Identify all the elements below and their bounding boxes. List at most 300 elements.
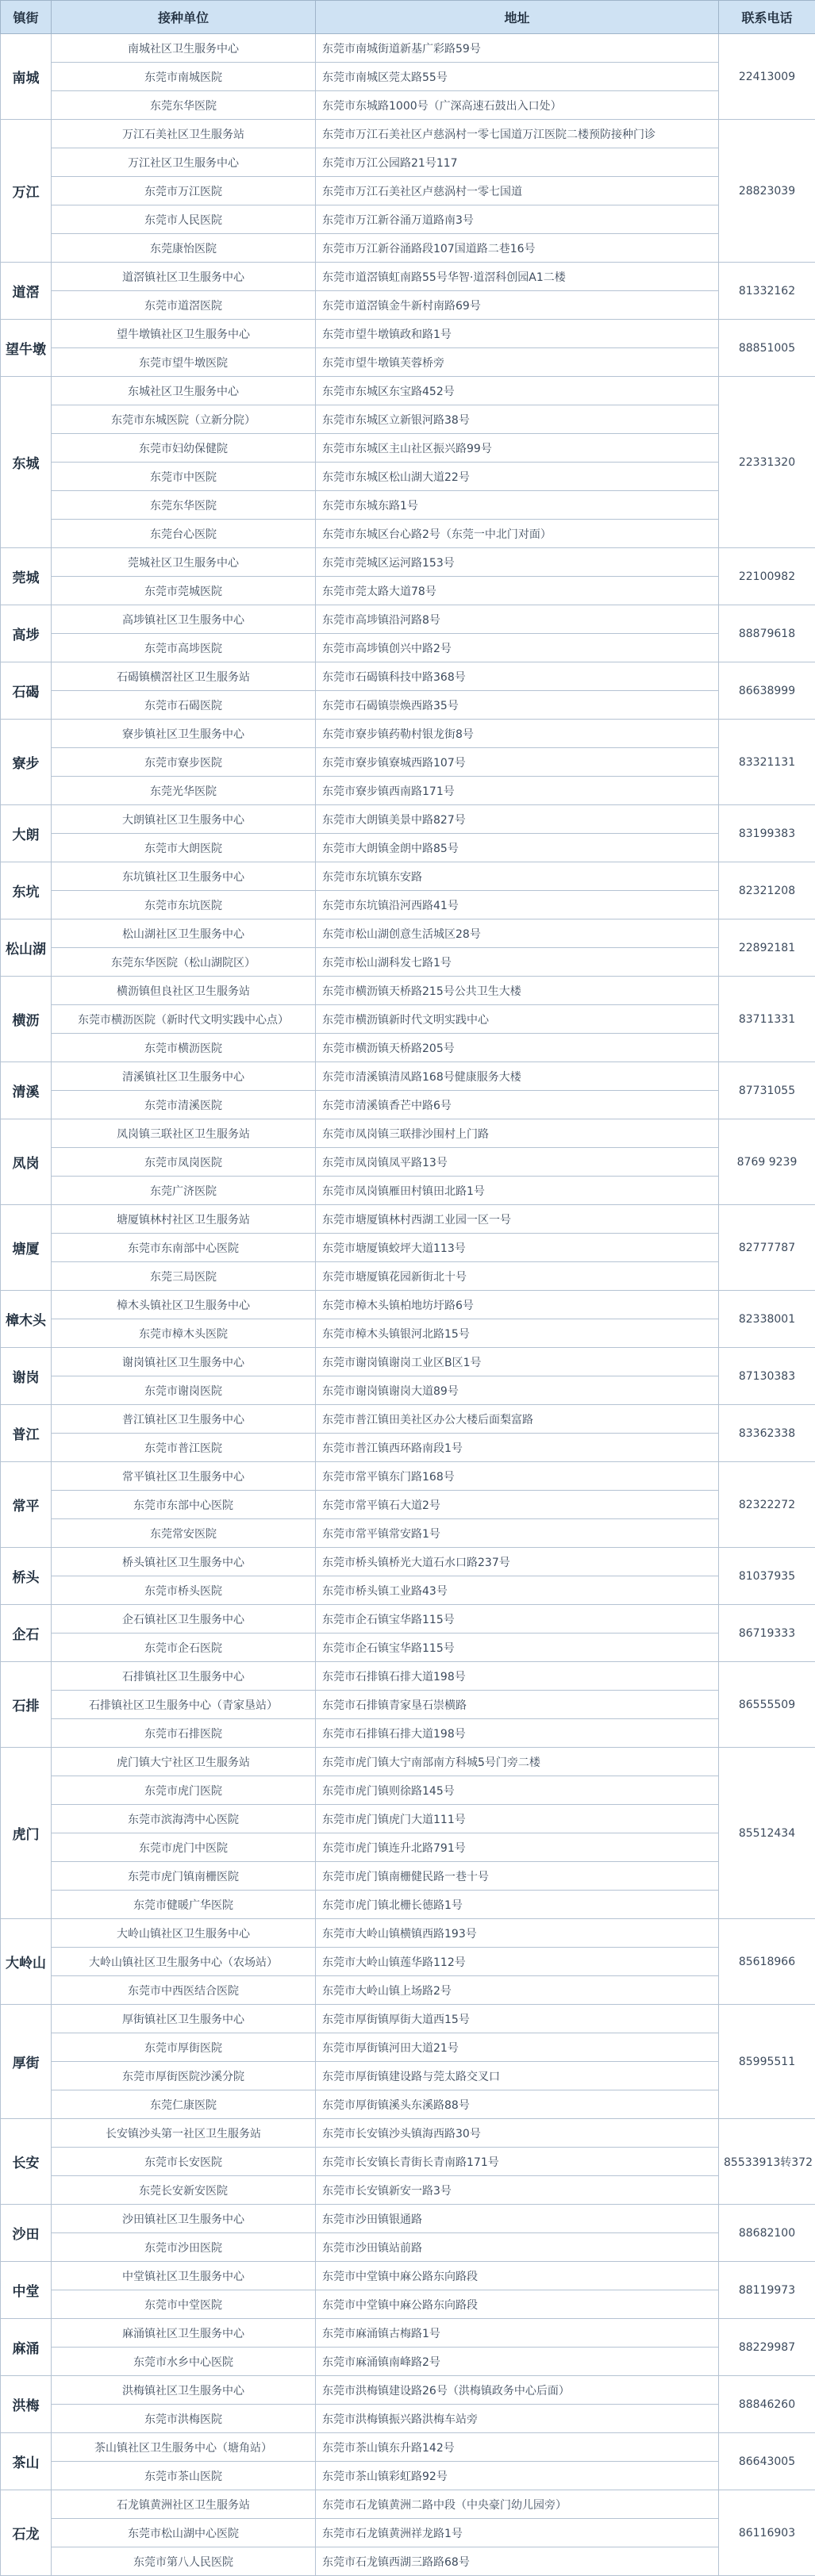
table-row	[1, 1719, 815, 1748]
table-row	[1, 348, 815, 377]
town-cell: 茶山	[1, 2433, 52, 2490]
address-cell: 东莞市东坑镇沿河西路41号	[316, 891, 719, 919]
table-row	[1, 1291, 815, 1319]
address-cell: 东莞市石排镇石排大道198号	[316, 1662, 719, 1691]
town-cell: 洪梅	[1, 2376, 52, 2433]
header-address: 地址	[316, 1, 719, 34]
address-cell: 东莞市高埗镇创兴中路2号	[316, 634, 719, 662]
table-row	[1, 463, 815, 491]
table-row	[1, 2119, 815, 2148]
table-row	[1, 1091, 815, 1119]
table-row	[1, 491, 815, 520]
town-cell: 沙田	[1, 2205, 52, 2262]
table-row	[1, 1205, 815, 1234]
address-cell: 东莞市大岭山镇莲华路112号	[316, 1948, 719, 1976]
table-header	[1, 1, 815, 34]
address-cell: 东莞市茶山镇东升路142号	[316, 2433, 719, 2462]
address-cell: 东莞市石排镇石排大道198号	[316, 1719, 719, 1748]
table-row	[1, 1519, 815, 1548]
address-cell: 东莞市企石镇宝华路115号	[316, 1605, 719, 1634]
phone-cell: 85512434	[719, 1748, 815, 1919]
table-row	[1, 2405, 815, 2433]
table-row	[1, 2062, 815, 2090]
phone-cell: 85995511	[719, 2005, 815, 2119]
table-row	[1, 1862, 815, 1891]
phone-cell: 85533913转372	[719, 2119, 815, 2205]
unit-cell: 东莞市东城医院（立新分院）	[52, 405, 316, 434]
unit-cell: 东莞市高埗医院	[52, 634, 316, 662]
address-cell: 东莞市企石镇宝华路115号	[316, 1634, 719, 1662]
address-cell: 东莞市石排镇青家垦石崇横路	[316, 1691, 719, 1719]
table-row	[1, 1662, 815, 1691]
table-row	[1, 2005, 815, 2033]
table-row	[1, 1776, 815, 1805]
address-cell: 东莞市长安镇长青街长青南路171号	[316, 2148, 719, 2176]
unit-cell: 桥头镇社区卫生服务中心	[52, 1548, 316, 1576]
address-cell: 东莞市横沥镇天桥路205号	[316, 1034, 719, 1062]
unit-cell: 东莞市清溪医院	[52, 1091, 316, 1119]
town-cell: 常平	[1, 1462, 52, 1548]
table-row	[1, 977, 815, 1005]
address-cell: 东莞市东城区立新银河路38号	[316, 405, 719, 434]
address-cell: 东莞市长安镇新安一路3号	[316, 2176, 719, 2205]
unit-cell: 东莞市万江医院	[52, 177, 316, 205]
table-row	[1, 577, 815, 605]
table-row	[1, 1548, 815, 1576]
phone-cell: 81037935	[719, 1548, 815, 1605]
unit-cell: 东莞市水乡中心医院	[52, 2348, 316, 2376]
unit-cell: 常平镇社区卫生服务中心	[52, 1462, 316, 1491]
town-cell: 松山湖	[1, 919, 52, 977]
unit-cell: 东莞市凤岗医院	[52, 1148, 316, 1177]
unit-cell: 石排镇社区卫生服务中心	[52, 1662, 316, 1691]
unit-cell: 东坑镇社区卫生服务中心	[52, 862, 316, 891]
phone-cell: 86719333	[719, 1605, 815, 1662]
address-cell: 东莞市高埗镇沿河路8号	[316, 605, 719, 634]
address-cell: 东莞市万江新谷涌万道路南3号	[316, 205, 719, 234]
unit-cell: 东莞市虎门镇南栅医院	[52, 1862, 316, 1891]
table-row	[1, 548, 815, 577]
address-cell: 东莞市常平镇常安路1号	[316, 1519, 719, 1548]
address-cell: 东莞市东城区主山社区振兴路99号	[316, 434, 719, 463]
phone-cell: 88119973	[719, 2262, 815, 2319]
address-cell: 东莞市道滘镇金牛新村南路69号	[316, 291, 719, 320]
phone-cell: 87731055	[719, 1062, 815, 1119]
unit-cell: 沙田镇社区卫生服务中心	[52, 2205, 316, 2233]
unit-cell: 麻涌镇社区卫生服务中心	[52, 2319, 316, 2348]
phone-cell: 22331320	[719, 377, 815, 548]
unit-cell: 企石镇社区卫生服务中心	[52, 1605, 316, 1634]
address-cell: 东莞市沙田镇站前路	[316, 2233, 719, 2262]
phone-cell: 88229987	[719, 2319, 815, 2376]
unit-cell: 石碣镇横滘社区卫生服务站	[52, 662, 316, 691]
address-cell: 东莞市万江公园路21号117	[316, 148, 719, 177]
phone-cell: 87130383	[719, 1348, 815, 1405]
table-row	[1, 2519, 815, 2547]
phone-cell: 82322272	[719, 1462, 815, 1548]
table-row	[1, 1234, 815, 1262]
unit-cell: 大岭山镇社区卫生服务中心（农场站）	[52, 1948, 316, 1976]
phone-cell: 88879618	[719, 605, 815, 662]
table-row	[1, 1062, 815, 1091]
town-cell: 横沥	[1, 977, 52, 1062]
unit-cell: 东莞市东坑医院	[52, 891, 316, 919]
town-cell: 石排	[1, 1662, 52, 1748]
address-cell: 东莞市清溪镇香芒中路6号	[316, 1091, 719, 1119]
table-row	[1, 63, 815, 91]
table-row	[1, 1005, 815, 1034]
unit-cell: 虎门镇大宁社区卫生服务站	[52, 1748, 316, 1776]
unit-cell: 大朗镇社区卫生服务中心	[52, 805, 316, 834]
table-row	[1, 2290, 815, 2319]
address-cell: 东莞市石龙镇黄洲二路中段（中央豪门幼儿园旁）	[316, 2490, 719, 2519]
address-cell: 东莞市东城区台心路2号（东莞一中北门对面）	[316, 520, 719, 548]
town-cell: 南城	[1, 34, 52, 120]
table-row	[1, 862, 815, 891]
unit-cell: 莞城社区卫生服务中心	[52, 548, 316, 577]
address-cell: 东莞市南城区莞太路55号	[316, 63, 719, 91]
address-cell: 东莞市普江镇西环路南段1号	[316, 1434, 719, 1462]
unit-cell: 普江镇社区卫生服务中心	[52, 1405, 316, 1434]
town-cell: 石碣	[1, 662, 52, 720]
address-cell: 东莞市望牛墩镇政和路1号	[316, 320, 719, 348]
table-row	[1, 120, 815, 148]
table-row	[1, 1462, 815, 1491]
phone-cell: 22413009	[719, 34, 815, 120]
table-row	[1, 34, 815, 63]
unit-cell: 东莞市茶山医院	[52, 2462, 316, 2490]
unit-cell: 东莞市石碣医院	[52, 691, 316, 720]
unit-cell: 东莞市沙田医院	[52, 2233, 316, 2262]
table-row	[1, 1691, 815, 1719]
address-cell: 东莞市南城街道新基广彩路59号	[316, 34, 719, 63]
unit-cell: 万江石美社区卫生服务站	[52, 120, 316, 148]
address-cell: 东莞市塘厦镇蛟坪大道113号	[316, 1234, 719, 1262]
address-cell: 东莞市万江石美社区卢慈涡村一零七国道	[316, 177, 719, 205]
unit-cell: 东莞市寮步医院	[52, 748, 316, 777]
unit-cell: 东莞市樟木头医院	[52, 1319, 316, 1348]
unit-cell: 东莞市人民医院	[52, 205, 316, 234]
address-cell: 东莞市虎门镇大宁南部南方科城5号门旁二楼	[316, 1748, 719, 1776]
address-cell: 东莞市横沥镇天桥路215号公共卫生大楼	[316, 977, 719, 1005]
unit-cell: 东莞市南城医院	[52, 63, 316, 91]
address-cell: 东莞市莞城区运河路153号	[316, 548, 719, 577]
address-cell: 东莞市茶山镇彩虹路92号	[316, 2462, 719, 2490]
table-row	[1, 2433, 815, 2462]
address-cell: 东莞市石龙镇黄洲祥龙路1号	[316, 2519, 719, 2547]
unit-cell: 东莞仁康医院	[52, 2090, 316, 2119]
table-row	[1, 2033, 815, 2062]
table-row	[1, 948, 815, 977]
table-row	[1, 2462, 815, 2490]
phone-cell: 83199383	[719, 805, 815, 862]
address-cell: 东莞市谢岗镇谢岗工业区B区1号	[316, 1348, 719, 1376]
town-cell: 莞城	[1, 548, 52, 605]
address-cell: 东莞市大朗镇金朗中路85号	[316, 834, 719, 862]
unit-cell: 东城社区卫生服务中心	[52, 377, 316, 405]
unit-cell: 东莞市厚街医院	[52, 2033, 316, 2062]
unit-cell: 东莞市东部中心医院	[52, 1491, 316, 1519]
town-cell: 东城	[1, 377, 52, 548]
address-cell: 东莞市东城区东宝路452号	[316, 377, 719, 405]
unit-cell: 凤岗镇三联社区卫生服务站	[52, 1119, 316, 1148]
phone-cell: 88682100	[719, 2205, 815, 2262]
address-cell: 东莞市万江石美社区卢慈涡村一零七国道万江医院二楼预防接种门诊	[316, 120, 719, 148]
unit-cell: 东莞台心医院	[52, 520, 316, 548]
table-row	[1, 1634, 815, 1662]
unit-cell: 清溪镇社区卫生服务中心	[52, 1062, 316, 1091]
table-row	[1, 919, 815, 948]
unit-cell: 塘厦镇林村社区卫生服务站	[52, 1205, 316, 1234]
table-row	[1, 177, 815, 205]
table-row	[1, 1434, 815, 1462]
address-cell: 东莞市大岭山镇横镇西路193号	[316, 1919, 719, 1948]
unit-cell: 东莞市莞城医院	[52, 577, 316, 605]
unit-cell: 东莞市厚街医院沙溪分院	[52, 2062, 316, 2090]
town-cell: 普江	[1, 1405, 52, 1462]
table-row	[1, 720, 815, 748]
table-row	[1, 2233, 815, 2262]
table-row	[1, 1948, 815, 1976]
town-cell: 凤岗	[1, 1119, 52, 1205]
town-cell: 中堂	[1, 2262, 52, 2319]
unit-cell: 东莞市石排医院	[52, 1719, 316, 1748]
address-cell: 东莞市寮步镇药勒村银龙街8号	[316, 720, 719, 748]
unit-cell: 东莞市道滘医院	[52, 291, 316, 320]
table-row	[1, 405, 815, 434]
unit-cell: 东莞市谢岗医院	[52, 1376, 316, 1405]
phone-cell: 8769 9239	[719, 1119, 815, 1205]
address-cell: 东莞市石碣镇崇焕西路35号	[316, 691, 719, 720]
address-cell: 东莞市普江镇田美社区办公大楼后面梨富路	[316, 1405, 719, 1434]
address-cell: 东莞市长安镇沙头镇海西路30号	[316, 2119, 719, 2148]
table-row	[1, 1833, 815, 1862]
town-cell: 虎门	[1, 1748, 52, 1919]
town-cell: 望牛墩	[1, 320, 52, 377]
phone-cell: 88846260	[719, 2376, 815, 2433]
table-row	[1, 1976, 815, 2005]
table-row	[1, 1034, 815, 1062]
header-row	[1, 1, 815, 34]
unit-cell: 石排镇社区卫生服务中心（青家垦站）	[52, 1691, 316, 1719]
address-cell: 东莞市道滘镇虹南路55号华智·道滘科创园A1二楼	[316, 263, 719, 291]
town-cell: 塘厦	[1, 1205, 52, 1291]
address-cell: 东莞市洪梅镇振兴路洪梅车站旁	[316, 2405, 719, 2433]
address-cell: 东莞市中堂镇中麻公路东向路段	[316, 2290, 719, 2319]
address-cell: 东莞市洪梅镇建设路26号（洪梅镇政务中心后面）	[316, 2376, 719, 2405]
address-cell: 东莞市莞太路大道78号	[316, 577, 719, 605]
table-row	[1, 148, 815, 177]
address-cell: 东莞市东城路1000号（广深高速石鼓出入口处）	[316, 91, 719, 120]
table-row	[1, 520, 815, 548]
town-cell: 高埗	[1, 605, 52, 662]
address-cell: 东莞市大朗镇美景中路827号	[316, 805, 719, 834]
unit-cell: 望牛墩镇社区卫生服务中心	[52, 320, 316, 348]
town-cell: 清溪	[1, 1062, 52, 1119]
table-row	[1, 291, 815, 320]
phone-cell: 83321131	[719, 720, 815, 805]
address-cell: 东莞市虎门镇虎门大道111号	[316, 1805, 719, 1833]
unit-cell: 东莞市桥头医院	[52, 1576, 316, 1605]
unit-cell: 东莞市望牛墩医院	[52, 348, 316, 377]
address-cell: 东莞市东坑镇东安路	[316, 862, 719, 891]
table-row	[1, 891, 815, 919]
address-cell: 东莞市松山湖创意生活城区28号	[316, 919, 719, 948]
table-row	[1, 1891, 815, 1919]
address-cell: 东莞市桥头镇工业路43号	[316, 1576, 719, 1605]
address-cell: 东莞市虎门镇则徐路145号	[316, 1776, 719, 1805]
address-cell: 东莞市常平镇东门路168号	[316, 1462, 719, 1491]
address-cell: 东莞市麻涌镇古梅路1号	[316, 2319, 719, 2348]
phone-cell: 86643005	[719, 2433, 815, 2490]
unit-cell: 东莞市滨海湾中心医院	[52, 1805, 316, 1833]
table-row	[1, 1919, 815, 1948]
address-cell: 东莞市寮步镇西南路171号	[316, 777, 719, 805]
address-cell: 东莞市厚街镇厚街大道西15号	[316, 2005, 719, 2033]
table-row	[1, 2205, 815, 2233]
unit-cell: 东莞三局医院	[52, 1262, 316, 1291]
phone-cell: 82338001	[719, 1291, 815, 1348]
unit-cell: 东莞市洪梅医院	[52, 2405, 316, 2433]
table-row	[1, 777, 815, 805]
phone-cell: 81332162	[719, 263, 815, 320]
town-cell: 厚街	[1, 2005, 52, 2119]
table-row	[1, 748, 815, 777]
unit-cell: 东莞市中西医结合医院	[52, 1976, 316, 2005]
unit-cell: 东莞广济医院	[52, 1177, 316, 1205]
table-row	[1, 2348, 815, 2376]
unit-cell: 东莞长安新安医院	[52, 2176, 316, 2205]
address-cell: 东莞市谢岗镇谢岗大道89号	[316, 1376, 719, 1405]
table-row	[1, 1748, 815, 1776]
address-cell: 东莞市虎门镇南栅健民路一巷十号	[316, 1862, 719, 1891]
town-cell: 麻涌	[1, 2319, 52, 2376]
town-cell: 大朗	[1, 805, 52, 862]
unit-cell: 东莞市普江医院	[52, 1434, 316, 1462]
town-cell: 万江	[1, 120, 52, 263]
unit-cell: 东莞市大朗医院	[52, 834, 316, 862]
table-row	[1, 2490, 815, 2519]
phone-cell: 82777787	[719, 1205, 815, 1291]
phone-cell: 86555509	[719, 1662, 815, 1748]
address-cell: 东莞市常平镇石大道2号	[316, 1491, 719, 1519]
phone-cell: 83711331	[719, 977, 815, 1062]
table-row	[1, 1405, 815, 1434]
unit-cell: 大岭山镇社区卫生服务中心	[52, 1919, 316, 1948]
phone-cell: 86116903	[719, 2490, 815, 2576]
unit-cell: 东莞市企石医院	[52, 1634, 316, 1662]
unit-cell: 石龙镇黄洲社区卫生服务站	[52, 2490, 316, 2519]
table-row	[1, 2319, 815, 2348]
table-row	[1, 1177, 815, 1205]
table-body	[1, 34, 815, 2576]
table-row	[1, 234, 815, 263]
unit-cell: 高埗镇社区卫生服务中心	[52, 605, 316, 634]
unit-cell: 东莞市健暖广华医院	[52, 1891, 316, 1919]
unit-cell: 南城社区卫生服务中心	[52, 34, 316, 63]
address-cell: 东莞市万江新谷涌路段107国道路二巷16号	[316, 234, 719, 263]
unit-cell: 东莞东华医院（松山湖院区）	[52, 948, 316, 977]
address-cell: 东莞市凤岗镇雁田村镇田北路1号	[316, 1177, 719, 1205]
unit-cell: 东莞康怡医院	[52, 234, 316, 263]
address-cell: 东莞市横沥镇新时代文明实践中心	[316, 1005, 719, 1034]
unit-cell: 茶山镇社区卫生服务中心（塘角站）	[52, 2433, 316, 2462]
address-cell: 东莞市厚街镇溪头东溪路88号	[316, 2090, 719, 2119]
address-cell: 东莞市沙田镇银通路	[316, 2205, 719, 2233]
table-row	[1, 1491, 815, 1519]
address-cell: 东莞市中堂镇中麻公路东向路段	[316, 2262, 719, 2290]
unit-cell: 横沥镇但良社区卫生服务站	[52, 977, 316, 1005]
unit-cell: 东莞市横沥医院	[52, 1034, 316, 1062]
table-row	[1, 377, 815, 405]
header-town: 镇街	[1, 1, 52, 34]
address-cell: 东莞市寮步镇寮城西路107号	[316, 748, 719, 777]
address-cell: 东莞市石龙镇西湖三路路68号	[316, 2547, 719, 2576]
address-cell: 东莞市清溪镇清凤路168号健康服务大楼	[316, 1062, 719, 1091]
address-cell: 东莞市塘厦镇花园新街北十号	[316, 1262, 719, 1291]
table-row	[1, 2262, 815, 2290]
address-cell: 东莞市樟木头镇银河北路15号	[316, 1319, 719, 1348]
address-cell: 东莞市东城区松山湖大道22号	[316, 463, 719, 491]
phone-cell: 82321208	[719, 862, 815, 919]
town-cell: 长安	[1, 2119, 52, 2205]
table-row	[1, 1605, 815, 1634]
table-row	[1, 605, 815, 634]
phone-cell: 28823039	[719, 120, 815, 263]
table-row	[1, 1805, 815, 1833]
table-row	[1, 634, 815, 662]
town-cell: 大岭山	[1, 1919, 52, 2005]
header-unit: 接种单位	[52, 1, 316, 34]
address-cell: 东莞市凤岗镇凤平路13号	[316, 1148, 719, 1177]
phone-cell: 85618966	[719, 1919, 815, 2005]
unit-cell: 东莞市妇幼保健院	[52, 434, 316, 463]
town-cell: 谢岗	[1, 1348, 52, 1405]
unit-cell: 东莞光华医院	[52, 777, 316, 805]
phone-cell: 88851005	[719, 320, 815, 377]
town-cell: 企石	[1, 1605, 52, 1662]
unit-cell: 东莞市长安医院	[52, 2148, 316, 2176]
address-cell: 东莞市厚街镇河田大道21号	[316, 2033, 719, 2062]
table-row	[1, 662, 815, 691]
table-row	[1, 2090, 815, 2119]
unit-cell: 中堂镇社区卫生服务中心	[52, 2262, 316, 2290]
header-phone: 联系电话	[719, 1, 815, 34]
phone-cell: 83362338	[719, 1405, 815, 1462]
table-row	[1, 1376, 815, 1405]
unit-cell: 东莞市东南部中心医院	[52, 1234, 316, 1262]
table-row	[1, 91, 815, 120]
table-row	[1, 1348, 815, 1376]
table-row	[1, 834, 815, 862]
unit-cell: 长安镇沙头第一社区卫生服务站	[52, 2119, 316, 2148]
unit-cell: 洪梅镇社区卫生服务中心	[52, 2376, 316, 2405]
address-cell: 东莞市麻涌镇南峰路2号	[316, 2348, 719, 2376]
unit-cell: 谢岗镇社区卫生服务中心	[52, 1348, 316, 1376]
table-row	[1, 205, 815, 234]
unit-cell: 东莞市虎门中医院	[52, 1833, 316, 1862]
address-cell: 东莞市塘厦镇林村西湖工业园一区一号	[316, 1205, 719, 1234]
table-row	[1, 805, 815, 834]
unit-cell: 东莞市中医院	[52, 463, 316, 491]
address-cell: 东莞市大岭山镇上场路2号	[316, 1976, 719, 2005]
unit-cell: 东莞市虎门医院	[52, 1776, 316, 1805]
address-cell: 东莞市凤岗镇三联排沙围村上门路	[316, 1119, 719, 1148]
unit-cell: 万江社区卫生服务中心	[52, 148, 316, 177]
phone-cell: 86638999	[719, 662, 815, 720]
address-cell: 东莞市东城东路1号	[316, 491, 719, 520]
town-cell: 樟木头	[1, 1291, 52, 1348]
